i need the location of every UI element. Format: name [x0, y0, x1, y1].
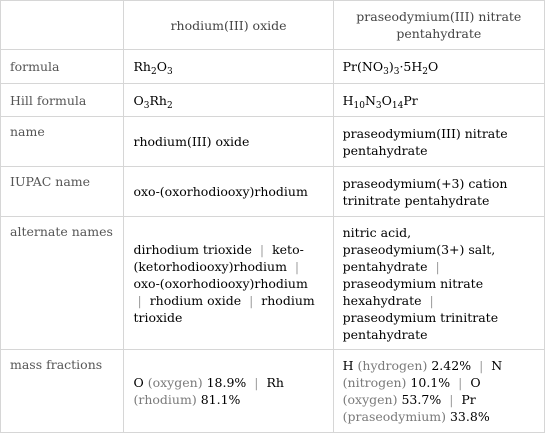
element-name-text: rhodium: [138, 392, 192, 407]
table-row: [1, 217, 545, 350]
formula-text: O: [428, 59, 439, 74]
header-col2: praseodymium(III) nitrate pentahydrate: [333, 1, 544, 50]
formula-text: ·5H: [399, 59, 423, 74]
element-name-text: praseodymium: [347, 409, 442, 424]
alt-col2: [333, 217, 544, 350]
name-col1: rhodium(III) oxide: [124, 117, 333, 167]
element-symbol: Pr: [461, 392, 476, 407]
mass-fraction-value: 18.9%: [206, 375, 247, 390]
separator: |: [294, 258, 300, 274]
element-symbol: N: [491, 358, 503, 373]
separator: |: [449, 392, 454, 407]
element-symbol: H: [342, 358, 354, 373]
element-name-text: oxygen: [347, 392, 393, 407]
alternate-name: rhodium oxide: [149, 292, 242, 308]
table-row: [1, 84, 545, 117]
table-row: [1, 167, 545, 217]
table-row: [1, 117, 545, 167]
formula-subscript: 2: [166, 100, 173, 111]
formula-subscript: 3: [393, 67, 400, 77]
formula-subscript: 3: [143, 100, 150, 111]
mass-fraction-value: 81.1%: [200, 392, 241, 407]
formula-text: H: [342, 92, 354, 108]
mass-col1: [124, 350, 333, 433]
formula-text: Pr: [403, 92, 418, 108]
element-name: (rhodium): [133, 392, 197, 407]
table-row: [1, 350, 545, 433]
formula-subscript: 14: [391, 100, 404, 111]
element-name-text: hydrogen: [362, 358, 423, 373]
alternate-name: nitric acid, praseodymium(3+) salt, pentahydrate: [342, 224, 496, 274]
header-corner-cell: [1, 1, 124, 50]
element-symbol: O: [470, 375, 481, 390]
formula-subscript: 3: [166, 67, 173, 77]
row-label-mass: mass fractions: [1, 350, 124, 433]
separator: |: [254, 375, 259, 390]
mass-col2: [333, 350, 544, 433]
mass-fraction-value: 10.1%: [410, 375, 451, 390]
element-symbol: O: [133, 375, 144, 390]
alternate-name: dirhodium trioxide: [133, 241, 252, 257]
element-name: (oxygen): [342, 392, 398, 407]
hill-col2: [333, 84, 544, 117]
formula-text: Rh: [133, 59, 151, 74]
mass-fraction-value: 2.42%: [431, 358, 472, 373]
formula-text: Pr(NO: [342, 59, 384, 74]
formula-col1: [124, 50, 333, 84]
separator: |: [435, 258, 440, 274]
separator: |: [249, 292, 254, 308]
formula-text: O: [133, 92, 144, 108]
alternate-name: rhodium trioxide: [133, 292, 315, 325]
formula-subscript: 2: [150, 67, 157, 77]
mass-fraction-value: 53.7%: [401, 392, 442, 407]
formula-text: Rh: [149, 92, 167, 108]
row-label-alt: alternate names: [1, 217, 124, 350]
element-name: (hydrogen): [357, 358, 428, 373]
alternate-name: praseodymium nitrate hexahydrate: [342, 275, 484, 308]
formula-text: N: [364, 92, 376, 108]
formula-subscript: 3: [375, 100, 382, 111]
row-label-formula: formula: [1, 50, 124, 84]
row-label-iupac: IUPAC name: [1, 167, 124, 217]
formula-col2: [333, 50, 544, 84]
header-row: [1, 1, 545, 50]
separator: |: [137, 292, 142, 308]
iupac-col2: praseodymium(+3) cation trinitrate pentahydrate: [333, 167, 544, 217]
header-col1: rhodium(III) oxide: [124, 1, 333, 50]
element-name: (oxygen): [147, 375, 203, 390]
mass-fraction-value: 33.8%: [449, 409, 490, 424]
alternate-name: oxo-(oxorhodiooxy)rhodium: [133, 275, 308, 291]
name-col2: praseodymium(III) nitrate pentahydrate: [333, 117, 544, 167]
formula-text: ): [388, 59, 394, 74]
table-row: [1, 50, 545, 84]
alt-col1: [124, 217, 333, 350]
alternate-name: keto-(ketorhodiooxy)rhodium: [133, 241, 304, 274]
formula-subscript: 10: [353, 100, 365, 111]
separator: |: [458, 375, 463, 390]
formula-subscript: 3: [383, 67, 389, 77]
formula-text: O: [156, 59, 167, 74]
separator: |: [429, 292, 434, 308]
row-label-hill: Hill formula: [1, 84, 124, 117]
hill-col1: [124, 84, 333, 117]
element-symbol: Rh: [266, 375, 284, 390]
element-name: (nitrogen): [342, 375, 407, 390]
iupac-col1: oxo-(oxorhodiooxy)rhodium: [124, 167, 333, 217]
formula-subscript: 2: [422, 67, 428, 77]
separator: |: [479, 358, 484, 373]
element-name-text: nitrogen: [347, 375, 402, 390]
formula-text: O: [381, 92, 392, 108]
element-name-text: oxygen: [152, 375, 198, 390]
alternate-name: praseodymium trinitrate pentahydrate: [342, 309, 499, 342]
row-label-name: name: [1, 117, 124, 167]
separator: |: [259, 241, 265, 257]
element-name: (praseodymium): [342, 409, 446, 424]
